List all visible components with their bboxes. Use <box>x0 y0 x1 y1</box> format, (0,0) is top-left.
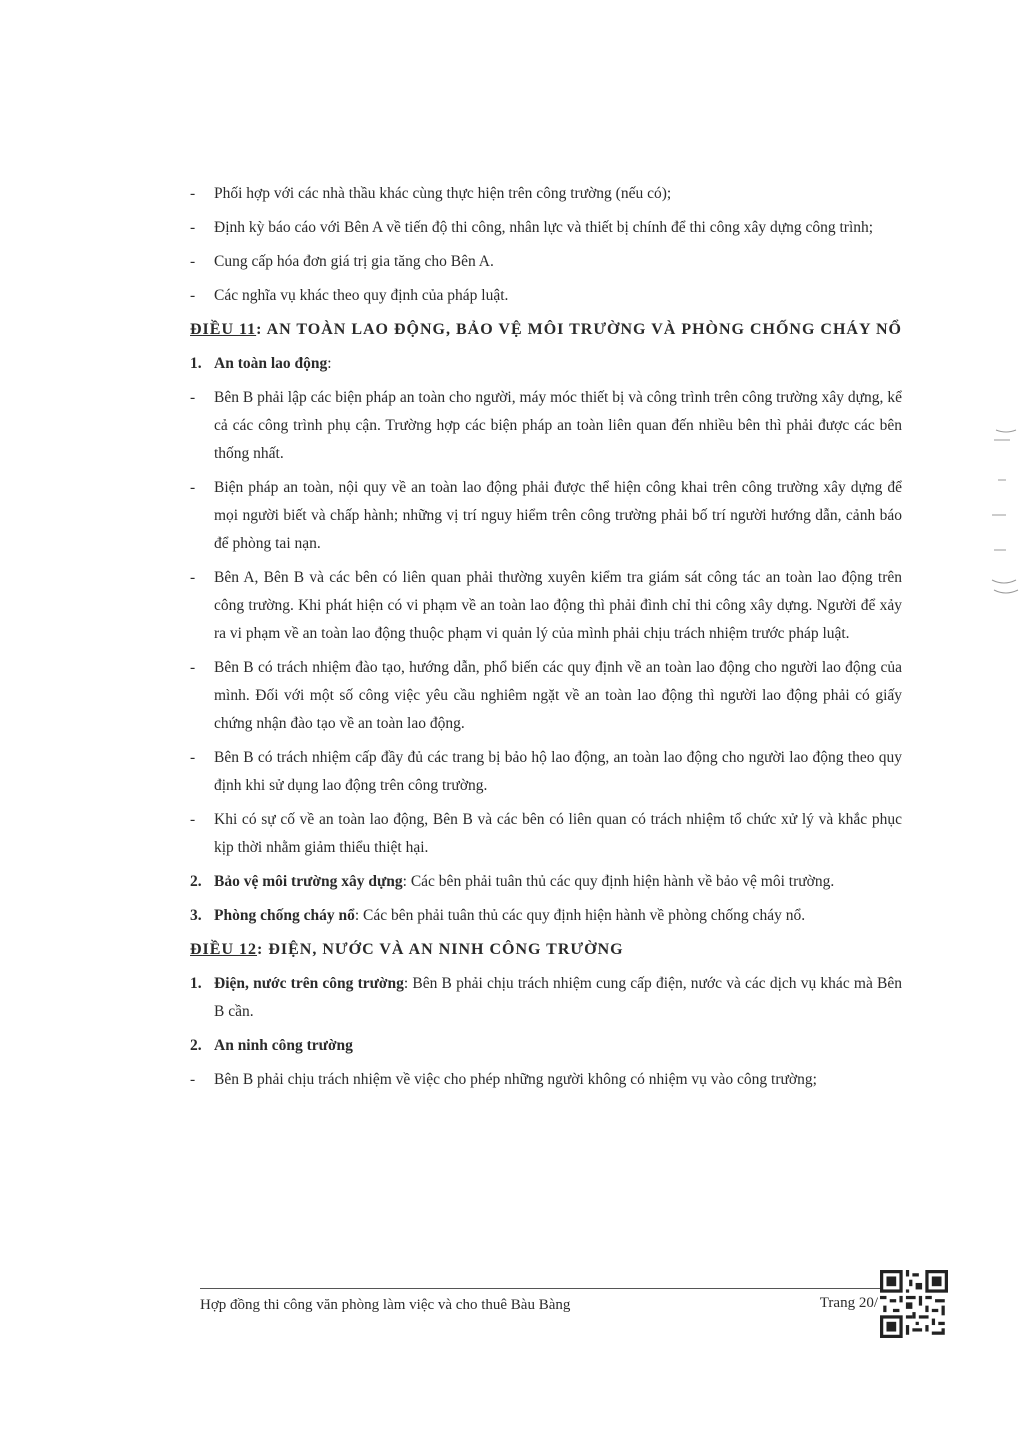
bullet-dash: - <box>190 219 196 236</box>
section-number: 2. <box>190 1037 202 1054</box>
section-number: 3. <box>190 907 202 924</box>
footer-document-title: Hợp đồng thi công văn phòng làm việc và cho thuê Bàu Bàng <box>200 1297 571 1313</box>
list-item-text: Định kỳ báo cáo với Bên A về tiến độ thi công, nhân lực và thiết bị chính để thi công xây dựng công trình; <box>214 219 874 236</box>
page-footer <box>200 1288 880 1313</box>
list-item <box>190 564 902 648</box>
bullet-dash: - <box>190 479 196 496</box>
list-item-text: Bên B phải chịu trách nhiệm về việc cho phép những người không có nhiệm vụ vào công trường; <box>214 1071 817 1088</box>
bullet-dash: - <box>190 389 196 406</box>
article-12-label: ĐIỀU 12 <box>190 941 258 958</box>
list-item-text: Bên B có trách nhiệm đào tạo, hướng dẫn, phổ biến các quy định về an toàn lao động cho người lao động của mình. Đối với một số công việc yêu cầu nghiêm ngặt về an toàn lao động thì người lao động phải có giấy chứng nhận đào tạo về an toàn lao động. <box>214 659 902 732</box>
qr-code-icon <box>880 1270 948 1338</box>
section-title: Bảo vệ môi trường xây dựng <box>214 873 403 890</box>
list-item-text: Bên A, Bên B và các bên có liên quan phải thường xuyên kiểm tra giám sát công tác an toàn lao động trên công trường. Khi phát hiện có vi phạm về an toàn lao động thì phải đình chỉ thi công xây dựng. Người để xảy ra vi phạm về an toàn lao động thuộc phạm vi quản lý của mình phải chịu trách nhiệm trước pháp luật. <box>214 569 902 642</box>
section-3-paragraph <box>190 902 902 930</box>
section-text: : Bên B phải chịu trách nhiệm cung cấp điện, nước và các dịch vụ khác mà Bên B cần. <box>214 975 902 1020</box>
article-11-title: : AN TOÀN LAO ĐỘNG, BẢO VỆ MÔI TRƯỜNG VÀ PHÒNG CHỐNG CHÁY NỔ <box>256 321 902 338</box>
footer-page-number: Trang 20/ <box>819 1295 878 1311</box>
section-suffix: : <box>327 355 332 372</box>
list-item <box>190 214 902 242</box>
list-item-text: Bên B phải lập các biện pháp an toàn cho người, máy móc thiết bị và công trình trên công trường xây dựng, kể cả các công trình phụ cận. Trường hợp các biện pháp an toàn liên quan đến nhiều bên thì phải được các bên thống nhất. <box>214 389 902 462</box>
list-item <box>190 474 902 558</box>
bullet-dash: - <box>190 185 196 202</box>
bullet-dash: - <box>190 253 196 270</box>
list-item <box>190 248 902 276</box>
list-item-text: Các nghĩa vụ khác theo quy định của pháp luật. <box>214 287 509 304</box>
section-text: : Các bên phải tuân thủ các quy định hiện hành về bảo vệ môi trường. <box>402 873 835 890</box>
list-item <box>190 806 902 862</box>
section-1-heading <box>190 350 902 378</box>
bullet-dash: - <box>190 659 196 676</box>
bullet-dash: - <box>190 569 196 586</box>
article-12-section-1 <box>190 970 902 1026</box>
bullet-dash: - <box>190 1071 196 1088</box>
list-item-text: Biện pháp an toàn, nội quy về an toàn lao động phải được thể hiện công khai trên công trường xây dựng để mọi người biết và chấp hành; những vị trí nguy hiểm trên công trường phải bố trí người hướng dẫn, cảnh báo để phòng tai nạn. <box>214 479 902 552</box>
section-title: Điện, nước trên công trường <box>214 975 404 992</box>
list-item <box>190 384 902 468</box>
list-item <box>190 1066 902 1094</box>
section-2-paragraph <box>190 868 902 896</box>
list-item <box>190 282 902 310</box>
article-12-section-2 <box>190 1032 902 1060</box>
bullet-dash: - <box>190 811 196 828</box>
section-text: : Các bên phải tuân thủ các quy định hiện hành về phòng chống cháy nổ. <box>354 907 806 924</box>
list-item-text: Bên B có trách nhiệm cấp đầy đủ các trang bị bảo hộ lao động, an toàn lao động cho người lao động theo quy định khi sử dụng lao động trên công trường. <box>214 749 902 794</box>
list-item-text: Phối hợp với các nhà thầu khác cùng thực hiện trên công trường (nếu có); <box>214 185 672 202</box>
article-11-heading <box>190 316 902 344</box>
section-number: 2. <box>190 873 202 890</box>
section-title: Phòng chống cháy nổ <box>214 907 355 924</box>
margin-stamp-fragment <box>988 420 1024 610</box>
section-title: An ninh công trường <box>214 1037 353 1054</box>
section-number: 1. <box>190 355 202 372</box>
bullet-dash: - <box>190 749 196 766</box>
article-12-heading <box>190 936 902 964</box>
list-item-text: Cung cấp hóa đơn giá trị gia tăng cho Bên A. <box>214 253 494 270</box>
article-12-title: : ĐIỆN, NƯỚC VÀ AN NINH CÔNG TRƯỜNG <box>257 941 624 958</box>
list-item <box>190 180 902 208</box>
article-11-label: ĐIỀU 11 <box>190 321 257 338</box>
list-item <box>190 654 902 738</box>
document-body <box>190 180 902 1100</box>
section-title: An toàn lao động <box>214 355 328 372</box>
bullet-dash: - <box>190 287 196 304</box>
section-number: 1. <box>190 975 202 992</box>
list-item <box>190 744 902 800</box>
list-item-text: Khi có sự cố về an toàn lao động, Bên B và các bên có liên quan có trách nhiệm tổ chức xử lý và khắc phục kịp thời nhằm giảm thiểu thiệt hại. <box>214 811 902 856</box>
